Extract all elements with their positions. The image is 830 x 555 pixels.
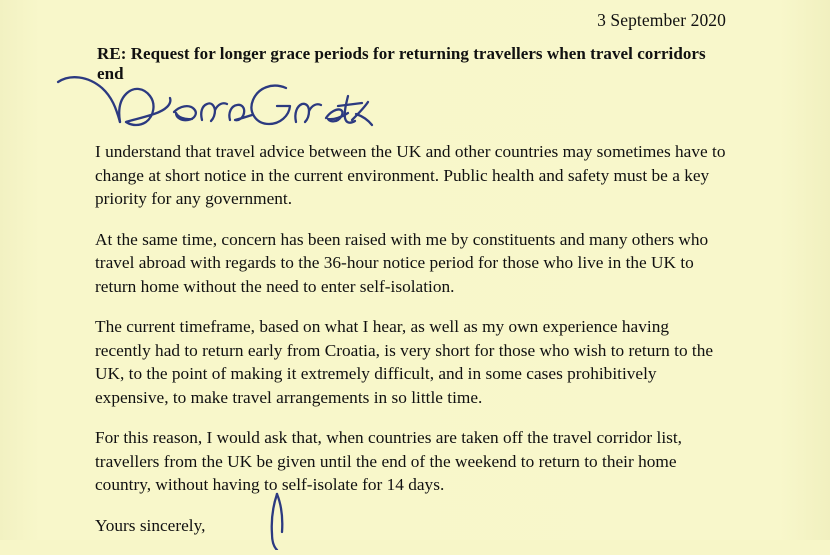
paragraph-2: At the same time, concern has been raised with me by constituents and many others who travel abroad with regards to the 36-hour notice period for those who live in the UK to return home without the need to enter self-isolation. (95, 229, 709, 296)
letter-closing: Yours sincerely, (95, 515, 206, 535)
letter-body (95, 140, 727, 537)
paragraph-1: I understand that travel advice between the UK and other countries may sometimes have to change at short notice in the current environment. Public health and safety must be a key priority for any government. (95, 142, 726, 209)
paragraph-3: The current timeframe, based on what I hear, as well as my own experience having recently had to return early from Croatia, is very short for those who wish to return to the UK, to the point of making it extremely difficult, and in some cases prohibitively expensive, to make travel arrangements in so little time. (95, 317, 714, 407)
letter-date: 3 September 2020 (597, 10, 726, 30)
handwritten-signature (255, 490, 375, 550)
letter-subject: RE: Request for longer grace periods for returning travellers when travel corridors end (97, 44, 706, 83)
handwritten-salutation (50, 70, 380, 140)
paragraph-4: For this reason, I would ask that, when countries are taken off the travel corridor list, travellers from the UK be given until the end of the weekend to return to their home country, without having to self-isolate for 14 days. (95, 428, 683, 495)
